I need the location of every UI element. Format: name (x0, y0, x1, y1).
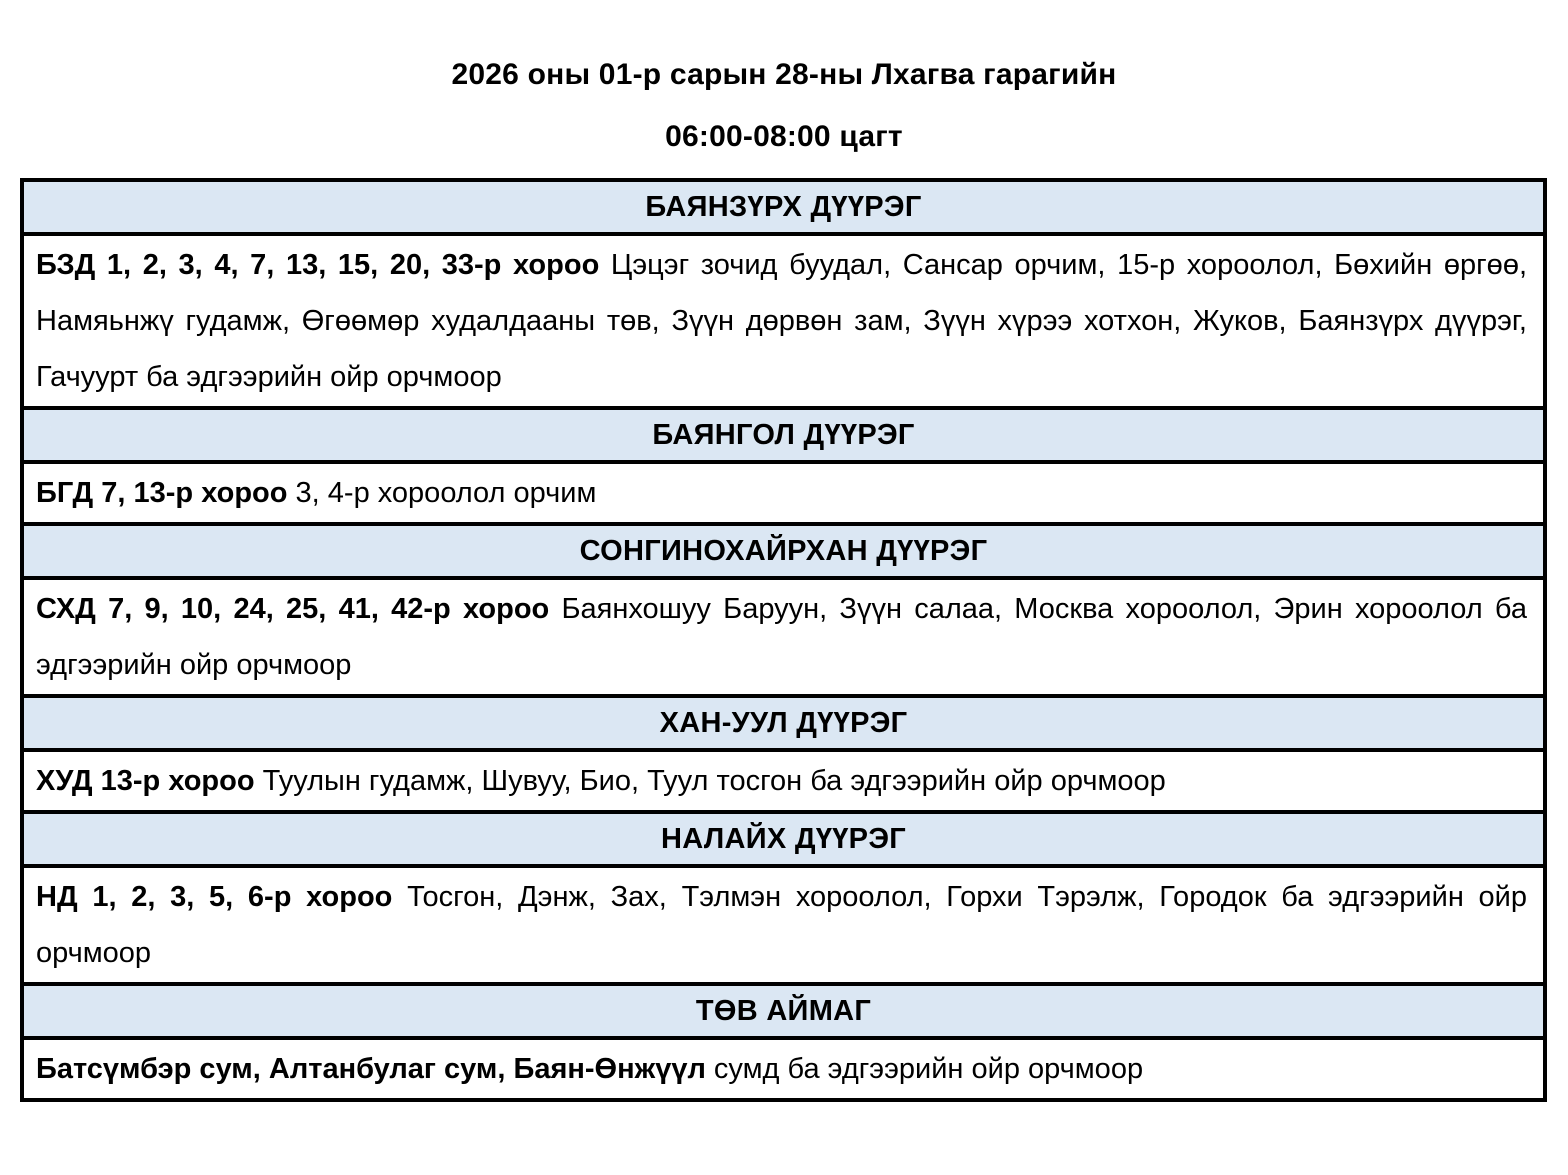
section-body-songinokhairkhan (24, 580, 1543, 698)
district-lead: СХД 7, 9, 10, 24, 25, 41, 42-р хороо (36, 593, 550, 625)
section-body-nalaikh (24, 868, 1543, 986)
section-body-khan-uul (24, 752, 1543, 814)
district-detail: 3, 4-р хороолол орчим (287, 477, 597, 509)
district-lead: БГД 7, 13-р хороо (36, 477, 288, 509)
district-lead: ХУД 13-р хороо (36, 765, 255, 797)
section-header-bayangol: БАЯНГОЛ ДҮҮРЭГ (24, 410, 1543, 464)
section-header-khan-uul: ХАН-УУЛ ДҮҮРЭГ (24, 698, 1543, 752)
section-header-nalaikh: НАЛАЙХ ДҮҮРЭГ (24, 814, 1543, 868)
document-title-line-1: 2026 оны 01-р сарын 28-ны Лхагва гарагийн (451, 58, 1117, 91)
district-detail: сумд ба эдгээрийн ойр орчмоор (705, 1053, 1144, 1085)
section-body-bayanzurkh (24, 236, 1543, 410)
district-detail: Тосгон, Дэнж, Зах, Тэлмэн хороолол, Горхи Тэрэлж, Городок ба эдгээрийн ойр орчмоор (36, 881, 1528, 969)
section-header-tuv-aimag: ТӨВ АЙМАГ (24, 986, 1543, 1040)
document-title-line-2: 06:00-08:00 цагт (665, 120, 903, 153)
district-lead: Батсүмбэр сум, Алтанбулаг сум, Баян-Өнжүүл (36, 1053, 706, 1085)
section-header-songinokhairkhan: СОНГИНОХАЙРХАН ДҮҮРЭГ (24, 526, 1543, 580)
district-lead: НД 1, 2, 3, 5, 6-р хороо (36, 881, 393, 913)
district-detail: Баянхошуу Баруун, Зүүн салаа, Москва хороолол, Эрин хороолол ба эдгээрийн ойр орчмоор (36, 593, 1527, 681)
district-detail: Цэцэг зочид буудал, Сансар орчим, 15-р хороолол, Бөхийн өргөө, Намяьнжү гудамж, Өгөөмөр худалдааны төв, Зүүн дөрвөн зам, Зүүн хүрээ хотхон, Жуков, Баянзүрх дүүрэг, Гачуурт ба эдгээрийн ойр орчмоор (36, 249, 1527, 393)
district-lead: БЗД 1, 2, 3, 4, 7, 13, 15, 20, 33-р хороо (36, 249, 600, 281)
district-detail: Туулын гудамж, Шувуу, Био, Туул тосгон ба эдгээрийн ойр орчмоор (254, 765, 1166, 797)
section-body-bayangol (24, 464, 1543, 526)
document-title (0, 0, 1568, 168)
outage-schedule-table (20, 178, 1547, 1102)
section-body-tuv-aimag (24, 1040, 1543, 1098)
section-header-bayanzurkh: БАЯНЗҮРХ ДҮҮРЭГ (24, 182, 1543, 236)
